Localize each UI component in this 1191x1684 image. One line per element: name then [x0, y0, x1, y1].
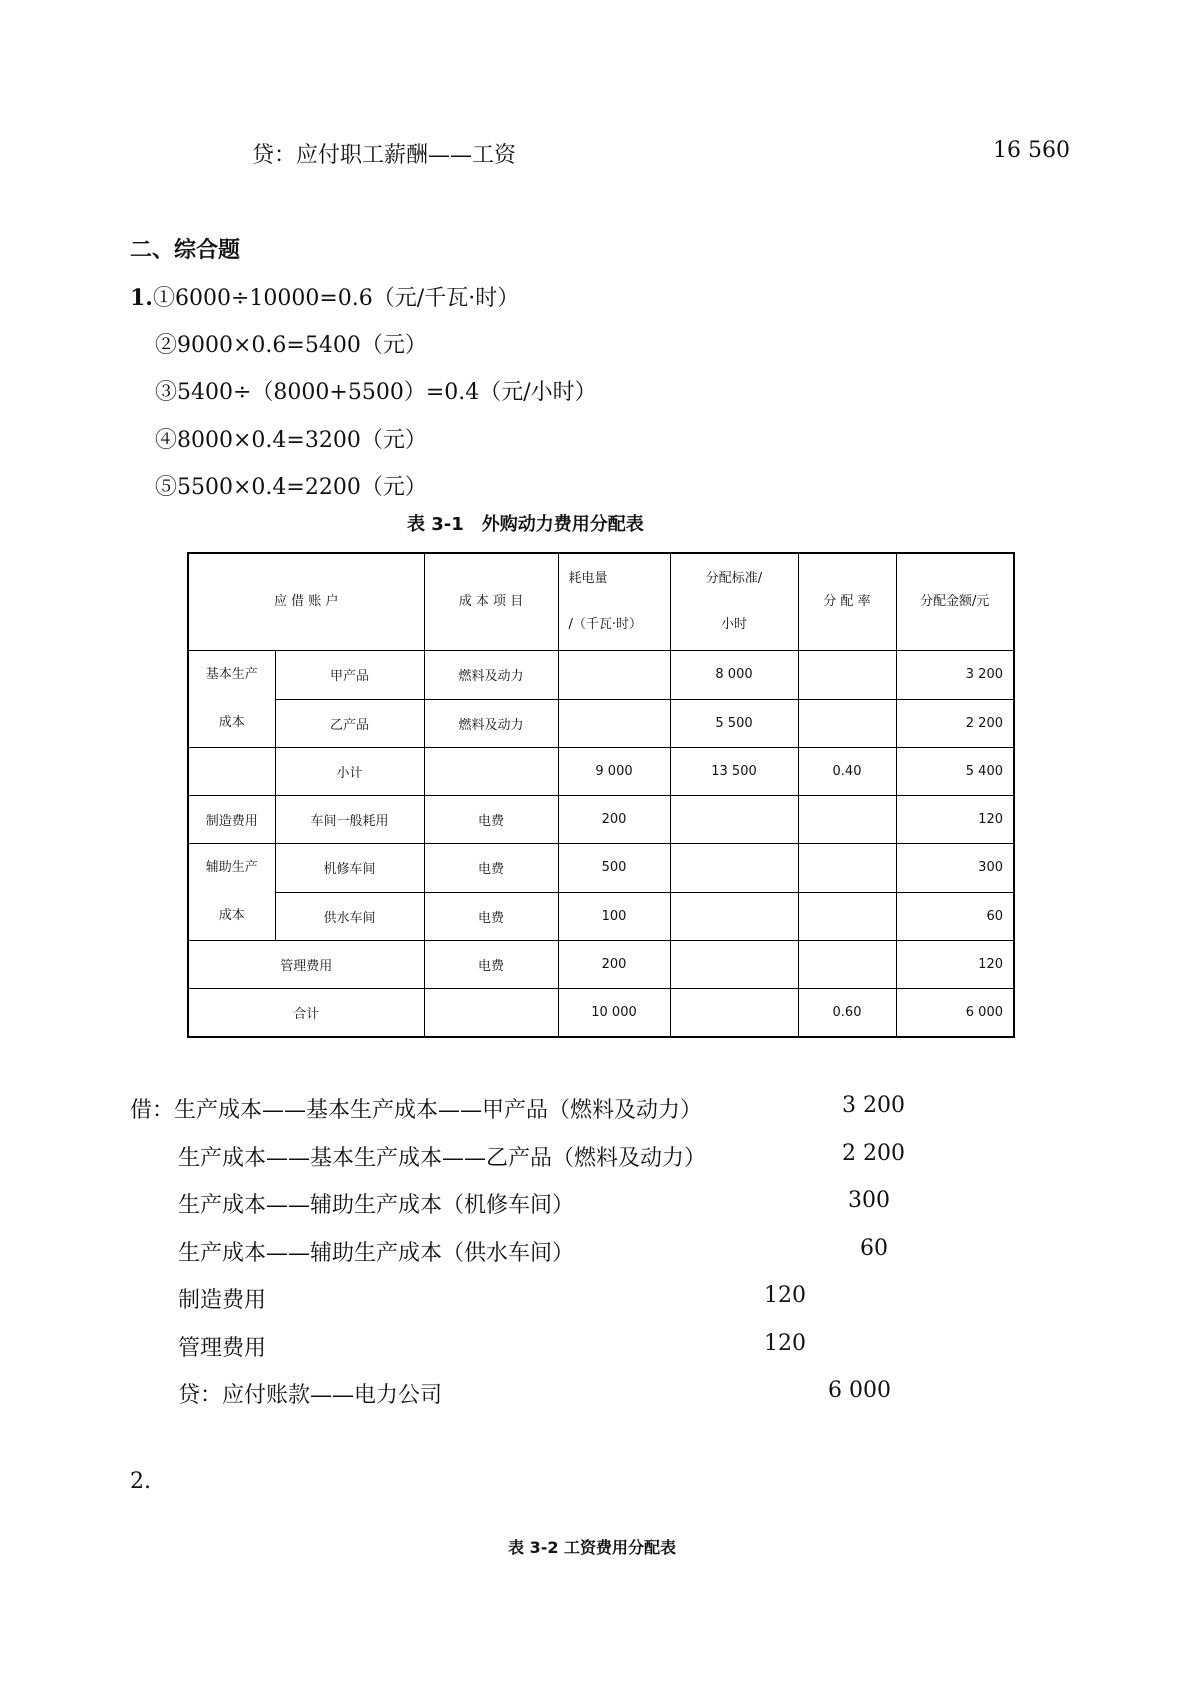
cell-standard: 8 000: [670, 651, 798, 700]
step-5: ⑤5500×0.4=2200（元）: [155, 475, 427, 500]
cell-power: 200: [558, 796, 670, 844]
header-account: 应 借 账 户: [188, 553, 424, 651]
table-header-row: [188, 553, 1014, 651]
cell-standard: [670, 796, 798, 844]
journal-amount-4: 60: [860, 1236, 888, 1261]
journal-amount-6: 120: [764, 1331, 806, 1356]
cell-amount: 3 200: [896, 651, 1014, 700]
journal-line-2: 生产成本——基本生产成本——乙产品（燃料及动力）: [178, 1146, 707, 1171]
table-1-caption: 表 3-1 外购动力费用分配表: [407, 514, 644, 535]
table-row-subtotal: [188, 748, 1014, 796]
journal-amount-3: 300: [848, 1188, 890, 1213]
header-cost-item: 成 本 项 目: [424, 553, 558, 651]
cell-rate: [798, 651, 896, 700]
group-aux-line2: 成本: [218, 908, 245, 923]
cell-blank: [188, 748, 275, 796]
cell-item: 燃料及动力: [424, 651, 558, 700]
cell-power: 100: [558, 892, 670, 941]
cell-amount: 60: [896, 892, 1014, 941]
group-total: 合计: [188, 989, 424, 1037]
cell-power: 500: [558, 844, 670, 893]
table-row-total: [188, 989, 1014, 1037]
cell-amount: 120: [896, 941, 1014, 989]
journal-amount-1: 3 200: [842, 1093, 905, 1118]
cell-subtotal-label: 小计: [275, 748, 424, 796]
problem-number: 1.: [130, 285, 153, 311]
cell-sub: 乙产品: [275, 699, 424, 748]
table-row: [188, 796, 1014, 844]
cell-rate: [798, 844, 896, 893]
table-row: [188, 844, 1014, 893]
journal-line-5: 制造费用: [178, 1288, 267, 1313]
cell-standard: [670, 892, 798, 941]
credit-entry-text: 贷：应付职工薪酬——工资: [252, 143, 517, 168]
group-aux-line1: 辅助生产: [205, 860, 258, 875]
cell-rate: [798, 699, 896, 748]
cell-power: 9 000: [558, 748, 670, 796]
cell-sub: 甲产品: [275, 651, 424, 700]
problem-1-line: [130, 281, 519, 312]
step-3: ③5400÷（8000+5500）=0.4（元/小时）: [155, 380, 597, 405]
cell-rate: 0.60: [798, 989, 896, 1037]
group-basic-line2: 成本: [218, 715, 245, 730]
table-row: [188, 699, 1014, 748]
journal-amount-7: 6 000: [828, 1378, 891, 1403]
cell-item: 电费: [424, 941, 558, 989]
section-title: 二、综合题: [130, 238, 241, 263]
cell-standard: [670, 844, 798, 893]
header-standard-line1: 分配标准/: [705, 571, 763, 586]
header-amount: 分配金额/元: [896, 553, 1014, 651]
problem-2-number: 2.: [130, 1469, 151, 1494]
power-cost-allocation-table: [187, 552, 1015, 1038]
table-2-caption: 表 3-2 工资费用分配表: [508, 1538, 677, 1557]
table-row: [188, 651, 1014, 700]
credit-entry-amount: 16 560: [993, 138, 1070, 163]
header-power: [558, 553, 670, 651]
group-basic-production: [188, 651, 275, 748]
header-power-line2: /（千瓦·时）: [568, 617, 643, 632]
group-auxiliary-production: [188, 844, 275, 941]
group-manufacturing: 制造费用: [188, 796, 275, 844]
step-1: ①6000÷10000=0.6（元/千瓦·时）: [152, 286, 520, 311]
cell-amount: 300: [896, 844, 1014, 893]
journal-line-3: 生产成本——辅助生产成本（机修车间）: [178, 1193, 575, 1218]
cell-amount: 5 400: [896, 748, 1014, 796]
cell-rate: 0.40: [798, 748, 896, 796]
header-rate: 分 配 率: [798, 553, 896, 651]
journal-line-6: 管理费用: [178, 1336, 267, 1361]
cell-rate: [798, 941, 896, 989]
cell-item: [424, 989, 558, 1037]
table-row: [188, 892, 1014, 941]
cell-standard: [670, 989, 798, 1037]
group-admin: 管理费用: [188, 941, 424, 989]
journal-line-7: 贷：应付账款——电力公司: [178, 1383, 443, 1408]
cell-standard: [670, 941, 798, 989]
header-standard-line2: 小时: [720, 617, 747, 632]
cell-amount: 6 000: [896, 989, 1014, 1037]
cell-item: 电费: [424, 892, 558, 941]
cell-power: [558, 651, 670, 700]
cell-rate: [798, 796, 896, 844]
cell-sub: 供水车间: [275, 892, 424, 941]
cell-item: [424, 748, 558, 796]
step-4: ④8000×0.4=3200（元）: [155, 428, 427, 453]
table-row: [188, 941, 1014, 989]
cell-sub: 车间一般耗用: [275, 796, 424, 844]
cell-rate: [798, 892, 896, 941]
cell-item: 燃料及动力: [424, 699, 558, 748]
cell-amount: 120: [896, 796, 1014, 844]
cell-power: 200: [558, 941, 670, 989]
cell-item: 电费: [424, 844, 558, 893]
journal-amount-2: 2 200: [842, 1141, 905, 1166]
cell-standard: 5 500: [670, 699, 798, 748]
journal-line-4: 生产成本——辅助生产成本（供水车间）: [178, 1241, 575, 1266]
group-basic-line1: 基本生产: [205, 667, 258, 682]
cell-power: [558, 699, 670, 748]
header-power-line1: 耗电量: [568, 571, 608, 586]
cell-item: 电费: [424, 796, 558, 844]
journal-amount-5: 120: [764, 1283, 806, 1308]
cell-standard: 13 500: [670, 748, 798, 796]
step-2: ②9000×0.6=5400（元）: [155, 333, 427, 358]
cell-sub: 机修车间: [275, 844, 424, 893]
cell-power: 10 000: [558, 989, 670, 1037]
cell-amount: 2 200: [896, 699, 1014, 748]
journal-line-1: 借：生产成本——基本生产成本——甲产品（燃料及动力）: [130, 1098, 703, 1123]
header-standard: [670, 553, 798, 651]
